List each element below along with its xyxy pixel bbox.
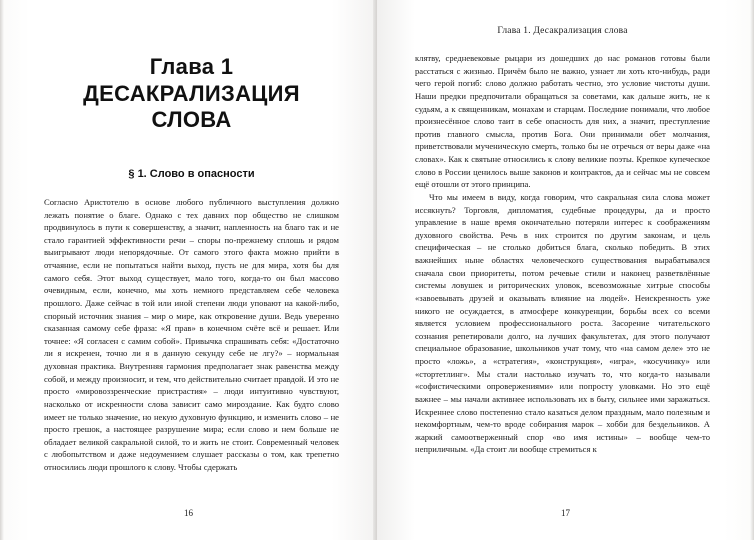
page-number-left: 16: [184, 508, 193, 518]
chapter-title: ДЕСАКРАЛИЗАЦИЯ СЛОВА: [83, 81, 300, 132]
page-number-right: 17: [561, 508, 570, 518]
right-page-body: [415, 52, 710, 456]
paragraph: Что мы имеем в виду, когда говорим, что сакральная сила слова может иссякнуть? Торговля, дипломатия, судебные процедуры, да и просто управление в наше время окончательно потеряли интерес к соображениям духовного свойства. Речь в них строится по другим законам, и цель специфическая – не столько добиться блага, сколько победить. В этих важнейших ныне областях человеческого существования вырабатывался сначала свои приоритеты, потом речевые стили и наконец разветвлённые системы ловушек и риторических уловок, всевозможные хитрые способы «завоевывать друзей и оказывать влияние на людей». Неискренность уже никого не осуждается, в атмосфере конкуренции, борьбы всех со всеми является условием профессионального роста. Засорение читательского сознания репетировали долго, на лучших факультетах, для этого получают специальное образование, школьников учат тому, что «на самом деле» это не просто «ложь», а «стратегия», «конструкция», «игра», «косучинку» или «стортетлинг». Мы стали настолько изучать то, что когда-то называли «софистическими опровержениями» или попросту уловками. Но это ещё важнее – мы начали активнее использовать их в быту, сильнее ими заражаться. Искреннее слово постепенно стало казаться делом праздным, мало полезным и некомфортным, чем-то вроде собирания марок – хобби для бездельников. А жаркий самоотверженный спор «во имя истины» – вообще чем-то неприличным. «Да стоит ли вообще стремиться к: [415, 191, 710, 455]
left-page-body: [44, 196, 339, 474]
paragraph: Согласно Аристотелю в основе любого публичного выступления должно лежать понятие о благе. Однако с тех давних пор общество не слишком продвинулось в пути к совершенству, а значит, напленность на благо так и не стало гарантией эффективности речи – споры по-прежнему сплошь и рядом выигрывают люди непорядочные. От самого этого факта можно прийти в отчаяние, если не попытаться найти выход, пусть не для мира, хотя бы для самого себя. Этот выход существует, мало того, когда-то он был массово очевидным, если, конечно, мы хоть немного представляем себе человека прошлого. Даже сейчас в той или иной степени люди уповают на какой-либо, спорный источник знания – мир о мире, как откровение души. Ведь уверенно сказанная самому себе фраза: «Я прав» в конечном счёте всё и решает. Или точнее: «Я согласен с самим собой». Привычка спрашивать себя: «Достаточно ли я искренен, точно ли я в данную секунду себе не лгу?» – нормальная духовная практика. Внутренняя гармония предполагает знак равенства между собой, и между произносит, и тем, что действительно считает правдой. И это не просто «мировоззренческие пристрастия» – люди интуитивно чувствуют, насколько от искренности слова зависит само мироздание. Как будто слово имеет не только значение, но некую духовную функцию, и изменить слово – не просто грешок, а настоящее разрушение мира; если слово и нем больше не обладает великой сакральной силой, то и жить не стоит. Современный человек с любопытством и даже недоумением слушает рассказы о том, как трепетно относились люди прошлого к слову. Чтобы сдержать: [44, 196, 339, 473]
page-edge-shadow-left: [0, 0, 4, 540]
page-edge-shadow-right: [750, 0, 754, 540]
chapter-number: Глава 1: [149, 54, 234, 79]
section-heading: § 1. Слово в опасности: [128, 167, 255, 180]
paragraph: клятву, средневековые рыцари из дошедших до нас романов готовы были расстаться с жизнью. Причём было не важно, узнает ли хоть кто-нибудь, ради чего герой погиб: слово должно работать честно, это условие чистоты души. Наши предки предпочитали обращаться за советами, как дальше жить, не к судьям, а к священникам, монахам и старцам. Последние понимали, что любое произнесённое слово таит в себе опасность для них, а значит, преступление против главного смысла, против Бога. Они принимали обет молчания, приветствовали мученическую смерть, только бы не отречься от веры даже «на словах». Как к святыне относились к слову великие поэты. Крепкое купеческое слово в России ценилось выше законов и контрактов, да и сейчас мы не совсем ещё отошли от этого принципа.: [415, 53, 710, 190]
running-head: Глава 1. Десакрализация слова: [497, 26, 628, 36]
page-right: [377, 0, 754, 540]
